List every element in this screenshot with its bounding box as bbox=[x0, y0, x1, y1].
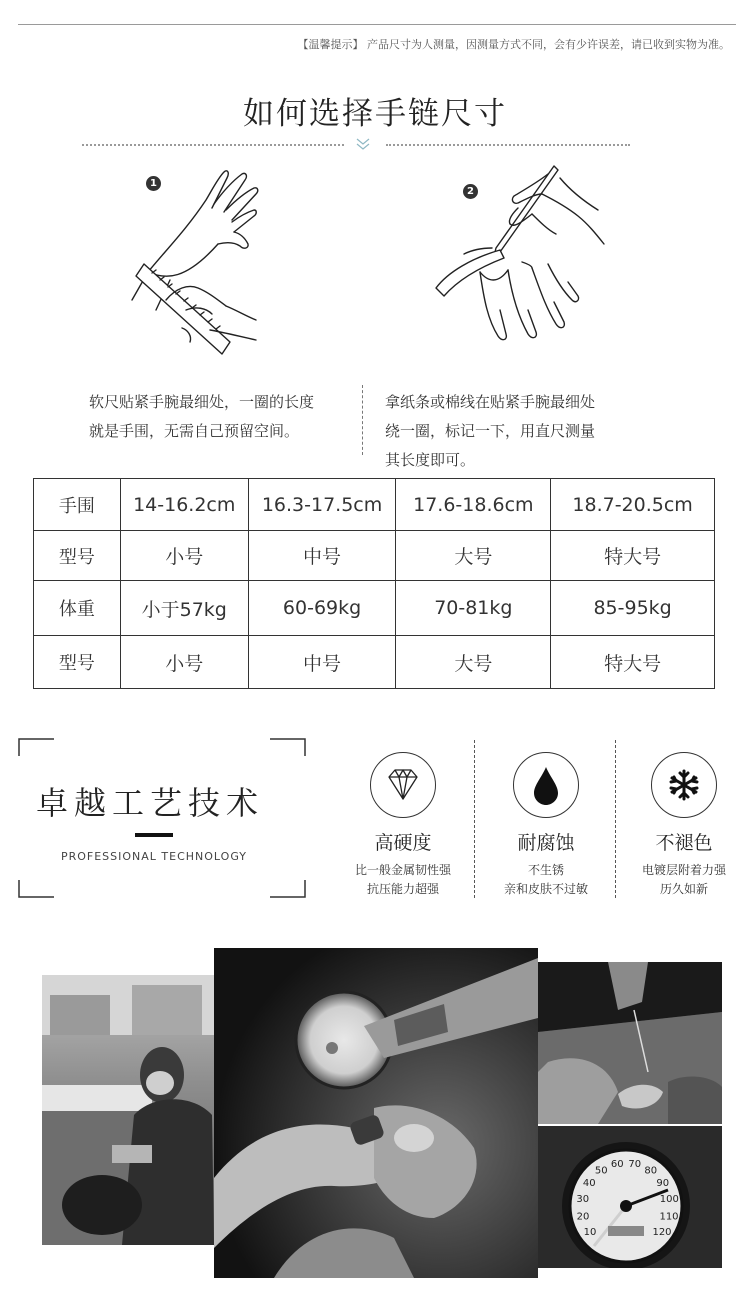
size-table bbox=[33, 478, 715, 689]
feature-desc-line: 电镀层附着力强 bbox=[641, 863, 726, 877]
table-cell: 70-81kg bbox=[396, 581, 551, 636]
table-cell: 60-69kg bbox=[248, 581, 396, 636]
feature-divider bbox=[615, 740, 616, 898]
table-cell: 18.7-20.5cm bbox=[551, 479, 715, 531]
table-cell: 特大号 bbox=[551, 636, 715, 689]
speedometer-tick-label: 120 bbox=[652, 1227, 672, 1239]
step-1-line-2: 就是手围，无需自己预留空间。 bbox=[89, 422, 300, 440]
table-cell: 特大号 bbox=[551, 531, 715, 581]
table-cell: 小于57kg bbox=[120, 581, 248, 636]
step-2-line-1: 拿纸条或棉线在贴紧手腕最细处 bbox=[385, 393, 596, 411]
table-row bbox=[34, 479, 715, 531]
feature-colorfast bbox=[618, 752, 750, 899]
title-dotted-line-left bbox=[82, 144, 344, 146]
speedometer-tick-label: 70 bbox=[628, 1158, 642, 1170]
feature-divider bbox=[474, 740, 475, 898]
table-cell: 型号 bbox=[34, 636, 121, 689]
table-row bbox=[34, 636, 715, 689]
page-title: 如何选择手链尺寸 bbox=[243, 96, 507, 132]
feature-title: 耐腐蚀 bbox=[517, 832, 575, 854]
speedometer-tick-label: 90 bbox=[656, 1177, 670, 1189]
table-cell: 体重 bbox=[34, 581, 121, 636]
craft-underline bbox=[135, 833, 173, 837]
step-2-badge: 2 bbox=[463, 184, 478, 199]
paper-strip-wrist-illustration bbox=[428, 160, 608, 360]
chevron-down-icon bbox=[355, 137, 371, 151]
table-cell: 中号 bbox=[248, 531, 396, 581]
snowflake-icon bbox=[651, 752, 717, 818]
step-1-badge: 1 bbox=[146, 176, 161, 191]
polishing-photo bbox=[214, 948, 538, 1278]
feature-description bbox=[480, 861, 612, 899]
table-cell: 小号 bbox=[120, 636, 248, 689]
feature-desc-line: 历久如新 bbox=[659, 882, 708, 896]
corner-bracket-bottom-right bbox=[270, 880, 306, 898]
table-cell: 14-16.2cm bbox=[120, 479, 248, 531]
corner-bracket-bottom-left bbox=[18, 880, 54, 898]
table-row bbox=[34, 581, 715, 636]
feature-desc-line: 不生锈 bbox=[527, 863, 564, 877]
corner-bracket-top-left bbox=[18, 738, 54, 756]
feature-desc-line: 亲和皮肤不过敏 bbox=[503, 882, 588, 896]
table-row bbox=[34, 531, 715, 581]
feature-description bbox=[618, 861, 750, 899]
table-cell: 手围 bbox=[34, 479, 121, 531]
feature-title: 不褪色 bbox=[655, 832, 713, 854]
speedometer-tick-label: 30 bbox=[576, 1194, 590, 1205]
drop-icon bbox=[513, 752, 579, 818]
corner-bracket-top-right bbox=[270, 738, 306, 756]
step-2-instruction bbox=[385, 388, 595, 475]
table-cell: 16.3-17.5cm bbox=[248, 479, 396, 531]
title-dotted-line-right bbox=[386, 144, 630, 146]
feature-desc-line: 比一般金属韧性强 bbox=[354, 863, 451, 877]
tape-measure-wrist-illustration bbox=[126, 160, 266, 360]
speedometer-tick-label: 100 bbox=[659, 1194, 679, 1205]
speedometer-tick-label: 10 bbox=[583, 1227, 597, 1239]
table-cell: 型号 bbox=[34, 531, 121, 581]
feature-description bbox=[328, 861, 478, 899]
table-cell: 大号 bbox=[396, 531, 551, 581]
step-2-line-3: 其长度即可。 bbox=[385, 451, 476, 469]
speedometer-photo bbox=[538, 1126, 722, 1268]
speedometer-tick-label: 60 bbox=[610, 1158, 624, 1170]
step-1-instruction bbox=[89, 388, 314, 446]
table-cell: 85-95kg bbox=[551, 581, 715, 636]
speedometer-tick-label: 80 bbox=[644, 1165, 658, 1177]
feature-title: 高硬度 bbox=[374, 832, 432, 854]
feature-desc-line: 抗压能力超强 bbox=[366, 882, 439, 896]
speedometer-tick-label: 110 bbox=[659, 1211, 679, 1223]
diamond-icon bbox=[370, 752, 436, 818]
table-cell: 17.6-18.6cm bbox=[396, 479, 551, 531]
top-divider bbox=[18, 24, 736, 25]
speedometer-tick-label: 20 bbox=[576, 1211, 590, 1223]
speedometer-tick-label: 40 bbox=[582, 1177, 596, 1189]
table-cell: 中号 bbox=[248, 636, 396, 689]
soldering-photo bbox=[538, 962, 722, 1124]
table-cell: 小号 bbox=[120, 531, 248, 581]
feature-corrosion bbox=[480, 752, 612, 899]
workshop-photo bbox=[42, 975, 214, 1245]
step-1-line-1: 软尺贴紧手腕最细处，一圈的长度 bbox=[89, 393, 315, 411]
speedometer-tick-label: 50 bbox=[594, 1165, 608, 1177]
notice-text: 【温馨提示】 产品尺寸为人测量，因测量方式不同，会有少许误差，请已收到实物为准。 bbox=[297, 38, 730, 51]
craft-title: 卓越工艺技术 bbox=[36, 784, 265, 822]
craft-subtitle: PROFESSIONAL TECHNOLOGY bbox=[60, 850, 248, 863]
instruction-divider bbox=[362, 385, 363, 455]
feature-hardness bbox=[328, 752, 478, 899]
table-cell: 大号 bbox=[396, 636, 551, 689]
step-2-line-2: 绕一圈，标记一下，用直尺测量 bbox=[385, 422, 596, 440]
